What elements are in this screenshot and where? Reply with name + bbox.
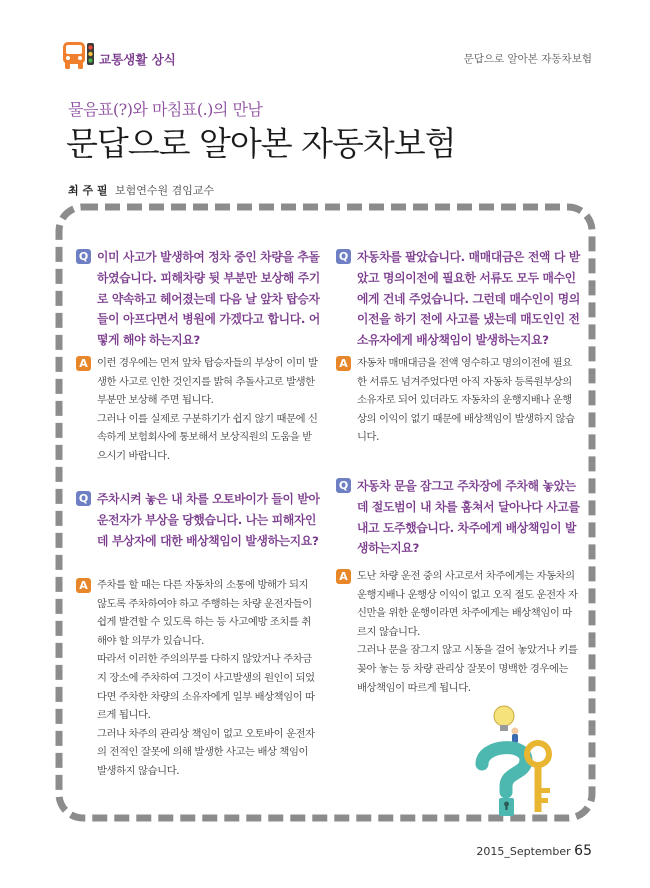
answer-text (357, 567, 580, 697)
qa-item (336, 247, 580, 351)
question-text: 자동차 문을 잠그고 주차장에 주차해 놓았는데 절도범이 내 차를 훔쳐서 달아나다 사고를 내고 도주했습니다. 차주에게 배상책임이 발생하는지요? (357, 479, 580, 556)
answer-paragraph: 도난 차량 운전 중의 사고로서 차주에게는 자동차의 운행지배나 운행상 이익이 없고 오직 절도 운전자 자신만을 위한 운행이라면 차주에게는 배상책임이 따르지 않습니다. (357, 570, 578, 638)
article-title: 문답으로 알아본 자동차보험 (66, 124, 456, 163)
question-text: 주차시켜 놓은 내 차를 오토바이가 들이 받아 운전자가 부상을 당했습니다. 나는 피해자인데 부상자에 대한 배상책임이 발생하는지요? (97, 492, 320, 548)
answer-text (97, 576, 320, 781)
answer-block (76, 354, 320, 466)
question-text: 자동차를 팔았습니다. 매매대금은 전액 다 받았고 명의이전에 필요한 서류도 모두 매수인에게 건네 주었습니다. 그런데 매수인이 명의이전을 하기 전에 사고를 냈는데 매도인인 전 소유자에게 배상책임이 발생하는지요? (357, 250, 580, 348)
answer-text (357, 354, 580, 447)
running-head: 문답으로 알아본 자동차보험 (463, 53, 592, 65)
answer-paragraph: 그러나 이를 실제로 구분하기가 쉽지 않기 때문에 신속하게 보험회사에 통보해서 보상직원의 도움을 받으시기 바랍니다. (97, 412, 318, 462)
answer-paragraph: 따라서 이러한 주의의무를 다하지 않았거나 주차금지 장소에 주차하여 그것이 사고발생의 원인이 되었다면 주차한 차량의 소유자에게 일부 배상책임이 따르게 됩니다. (97, 653, 315, 722)
answer-badge: A (336, 569, 351, 584)
answer-block (336, 354, 580, 447)
answer-badge: A (76, 578, 91, 593)
answer-badge: A (336, 356, 351, 371)
question-badge: Q (336, 249, 351, 264)
qa-item (336, 476, 580, 559)
answer-text (97, 354, 320, 466)
qa-item (76, 247, 320, 351)
answer-paragraph: 자동차 매매대금을 전액 영수하고 명의이전에 필요한 서류도 넘겨주었다면 아직 자동차 등록원부상의 소유자로 되어 있더라도 자동차의 운행지배나 운행상의 이익이 없기 때문에 배상책임이 발생하지 않습니다. (357, 357, 575, 444)
answer-block (76, 576, 320, 781)
article-subtitle: 물음표(?)와 마침표(.)의 만남 (68, 100, 263, 119)
answer-paragraph: 그러나 차주의 관리상 책임이 없고 오토바이 운전자의 전적인 잘못에 의해 발생한 사고는 배상 책임이 발생하지 않습니다. (97, 727, 315, 777)
issue-label: 2015_September (476, 845, 571, 858)
answer-badge: A (76, 356, 91, 371)
answer-paragraph: 주차를 할 때는 다른 자동차의 소통에 방해가 되지 않도록 주차하여야 하고 주행하는 차량 운전자들이 쉽게 발견할 수 있도록 하는 등 사고예방 조치를 취해야 할 의무가 있습니다. (97, 579, 312, 647)
section-title: 교통생활 상식 (99, 52, 176, 67)
answer-block (336, 567, 580, 697)
question-badge: Q (336, 478, 351, 493)
question-badge: Q (76, 249, 91, 264)
page-footer (476, 843, 592, 859)
question-text: 이미 사고가 발생하여 정차 중인 차량을 추돌하였습니다. 피해차량 뒷 부분만 보상해 주기로 약속하고 헤어졌는데 다음 날 앞차 탑승자들이 아프다면서 병원에 가겠다고 합니다. 어떻게 해야 하는지요? (97, 250, 320, 348)
answer-paragraph: 이런 경우에는 먼저 앞차 탑승자들의 부상이 이미 발생한 사고로 인한 것인지를 밝혀 추돌사고로 발생한 부분만 보상해 주면 됩니다. (97, 357, 318, 407)
question-key-illustration (468, 702, 558, 820)
answer-paragraph: 그러나 문을 잠그지 않고 시동을 걸어 놓았거나 키를 꽂아 놓는 등 차량 관리상 잘못이 명백한 경우에는 배상책임이 따르게 됩니다. (357, 644, 578, 694)
qa-item (76, 489, 320, 551)
author-affiliation: 보험연수원 겸임교수 (115, 184, 215, 197)
question-badge: Q (76, 491, 91, 506)
author-name: 최 주 필 (68, 184, 108, 197)
page-number: 65 (574, 843, 592, 859)
